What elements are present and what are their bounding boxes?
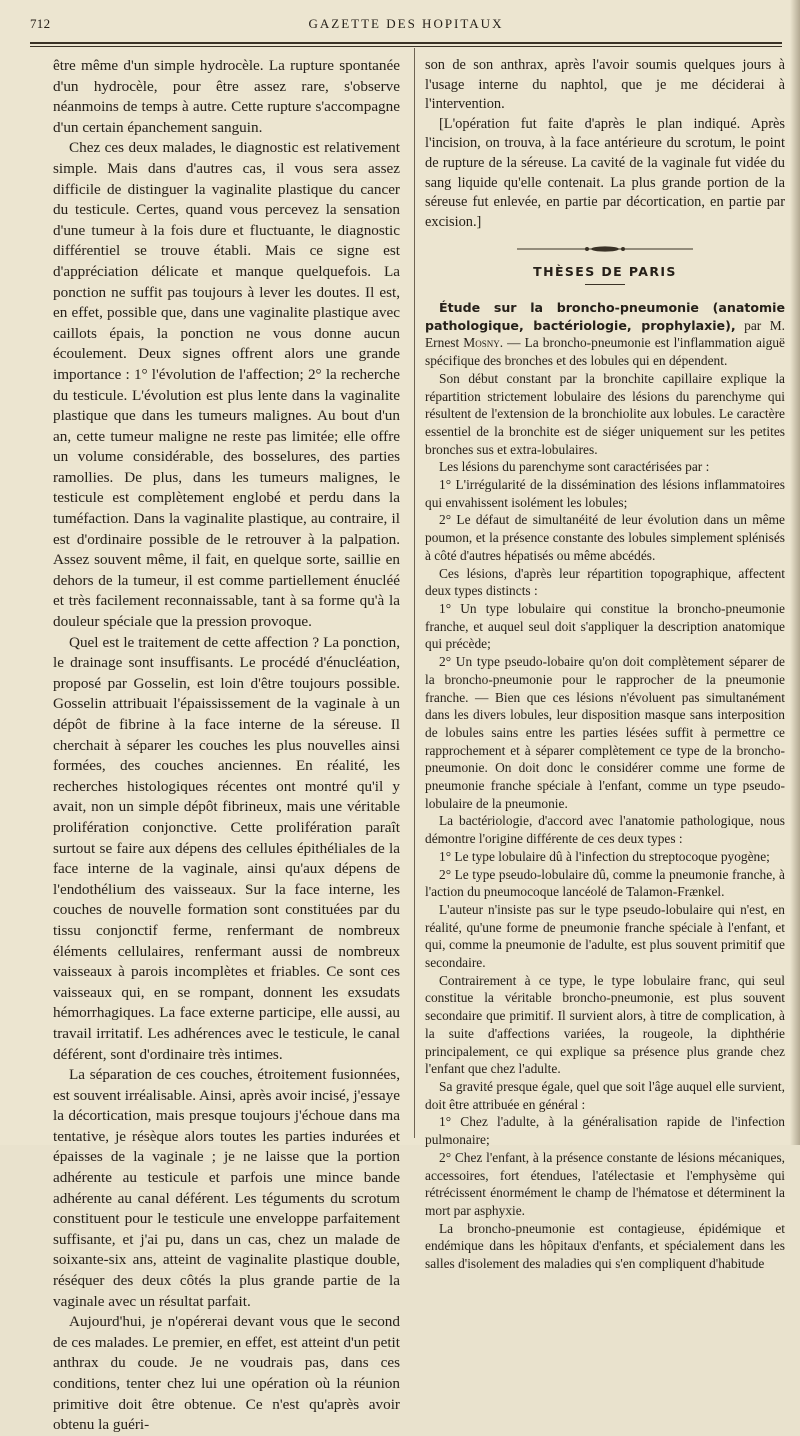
section-title-rule — [585, 284, 625, 285]
thesis-title: Étude sur la broncho-pneumonie (anatomie pathologique, bactériologie, prophylaxie), — [425, 300, 785, 333]
thesis-author-name: Mosny — [463, 335, 500, 351]
thesis-author-prefix: par M. Ernest — [425, 317, 785, 351]
left-paragraph: La séparation de ces couches, étroitement fusionnées, est souvent irréalisable. Ainsi, après avoir incisé, j'essaye la décortication, mais presque toujours j'échoue dans ma tentative, je résèque alors toutes les parties indurées et épaisses de la vaginale ; je ne laisse que la portion adhérente au testicule et parfois une mince bande adhérente au canal déférent. Les téguments du scrotum constituent pour le testicule une enveloppe parfaitement suffisante, et j'ai pu, dans un cas, chez un malade de soixante-six ans, atteint de vaginalite plastique double, réséquer des deux côtés la plus grande partie de la vaginale avec un résultat parfait. — [53, 1066, 400, 1310]
section-ornament — [517, 245, 693, 253]
right-column — [425, 56, 785, 1273]
section-title: THÈSES DE PARIS — [533, 264, 677, 280]
thesis-paragraph: 2° Chez l'enfant, à la présence constante de lésions mécaniques, accessoires, fort étendues, l'atélectasie et l'emphysème qui rétrécissent énormément le champ de l'hématose et déterminent la mort par asphyxie. — [425, 1149, 785, 1218]
thesis-paragraph: L'auteur n'insiste pas sur le type pseudo-lobulaire qui n'est, en réalité, qu'une forme de pneumonie franche spéciale à l'enfant, et qui, comme la pneumonie de l'adulte, est plus souvent primitif que secondaire. — [425, 901, 785, 971]
operation-note: [L'opération fut faite d'après le plan indiqué. Après l'incision, on trouva, à la face antérieure du scrotum, le point de rupture de la séreuse. La cavité de la vaginale fut vidée du sang liquide qu'elle contenait. La plus grande portion de la séreuse fut enlevée, en partie par décortication, en partie par excision.] — [425, 115, 785, 230]
thesis-paragraph: Contrairement à ce type, le type lobulaire franc, qui seul constitue la véritable broncho-pneumonie, est plus souvent secondaire que primitif. Il survient alors, à titre de complication, à la suite d'affections variées, la rougeole, la diphthérie principalement, ce qui explique sa présence plus grande chez l'enfant que chez l'adulte. — [425, 972, 785, 1077]
thesis-entry — [425, 299, 785, 370]
left-paragraph: Quel est le traitement de cette affection ? La ponction, le drainage sont insuffisants. Le procédé d'énucléation, proposé par Gosselin, est loin d'être toujours possible. Gosselin attribuait l'épaississement de la vaginale à un dépôt de fibrine à la face interne de la séreuse. Il cherchait à séparer les couches les plus nouvelles ainsi formées, des couches anciennes. En réalité, les recherches histologiques récentes ont montré qu'il y avait, non un simple dépôt fibrineux, mais une véritable prolifération conjonctive. Cette prolifération paraît surtout se faire aux dépens des cellules épithéliales de la face interne de la vaginale, ainsi qu'aux dépens de l'endothélium des vaisseaux. Sur la face interne, les couches de nouvelle formation sont constituées par du tissu conjonctif ferme, renfermant de nombreux éléments cellulaires, renfermant aussi de nombreux vaisseaux à parois incomplètes et friables. Ce sont ces vaisseaux qui, en se rompant, donnent les exsudats hémorrhagiques. La face externe participe, elle aussi, au travail irritatif. Les adhérences avec le testicule, le canal déférent, sont d'ordinaire très intimes. — [53, 633, 400, 1063]
column-divider — [414, 48, 415, 1138]
thesis-paragraph: 1° Le type lobulaire dû à l'infection du streptocoque pyogène; — [439, 848, 770, 864]
thesis-intro: . — La broncho-pneumonie est l'inflammation aiguë spécifique des bronches et des lobules qui en dépendent. — [425, 335, 785, 369]
thesis-paragraph: 1° L'irrégularité de la dissémination des lésions inflammatoires qui envahissent isolément les lobules; — [425, 477, 785, 510]
thesis-paragraph: 2° Le défaut de simultanéité de leur évolution dans un même poumon, et la présence constante des lobules simplement splénisés à côté d'autres hépatisés ou même abcédés. — [425, 512, 785, 563]
thesis-paragraph: 2° Le type pseudo-lobulaire dû, comme la pneumonie franche, à l'action du pneumocoque lancéolé de Talamon-Frænkel. — [425, 866, 785, 900]
header-rule-thin — [30, 46, 782, 47]
continuation-paragraph: son de son anthrax, après l'avoir soumis quelques jours à l'usage interne du naphtol, que je me déciderai à l'intervention. — [425, 57, 785, 113]
page-edge-shadow — [790, 0, 800, 1145]
thesis-paragraph: Son début constant par la bronchite capillaire explique la répartition strictement lobulaire des lésions du parenchyme qui résultent de l'extension de la bronchiolite aux lobules. Le caractère essentiel de la bronchite est de siéger uniquement sur les petites bronches sus et extra-lobulaires. — [425, 370, 785, 457]
journal-title: GAZETTE DES HOPITAUX — [308, 16, 504, 31]
running-head — [30, 16, 782, 36]
left-paragraph: Chez ces deux malades, le diagnostic est relativement simple. Mais dans d'autres cas, il vous sera assez difficile de distinguer la vaginalite plastique du cancer du testicule. Certes, quand vous percevez la sensation d'une tumeur à la fois dure et fluctuante, le diagnostic différentiel se trouve établi. Mais ce signe est d'appréciation délicate et manque quelquefois. La ponction ne suffit pas toujours à lever les doutes. Il est, en effet, possible que, dans une vaginalite plastique avec caillots épais, la ponction ne vous donne aucun écoulement. Deux signes offrent alors une grande importance : 1° l'évolution de l'affection; 2° la recherche du testicule. L'évolution est plus lente dans la vaginalite plastique que dans les tumeurs malignes. Au bout d'un an, cette tumeur maligne ne reste pas limitée; elle offre un volume considérable, des bosselures, des parties ramollies. De plus, dans les tumeurs malignes, le testicule est complètement englobé et perdu dans la tuméfaction. Dans la vaginalite plastique, au contraire, il est d'ordinaire possible de le retrouver à la palpation. Assez souvent même, il fait, en quelque sorte, saillie en dehors de la tumeur, il est comme partiellement énucléé et très facilement reconnaissable, tant à sa forme qu'à la douleur spéciale que la pression provoque. — [53, 139, 400, 631]
left-paragraph: être même d'un simple hydrocèle. La rupture spontanée d'un hydrocèle, pour être assez rare, s'observe néanmoins de temps à autre. Cette rupture s'accompagne d'un certain épanchement sanguin. — [53, 57, 400, 136]
thesis-paragraph: 1° Un type lobulaire qui constitue la broncho-pneumonie franche, et auquel seul doit s'appliquer la description anatomique qui précède; — [425, 601, 785, 652]
thesis-paragraph: La bactériologie, d'accord avec l'anatomie pathologique, nous démontre l'origine différente de ces deux types : — [425, 813, 785, 847]
page-number: 712 — [30, 16, 51, 31]
left-column — [53, 56, 400, 1436]
thesis-paragraph: Les lésions du parenchyme sont caractérisées par : — [439, 459, 710, 475]
thesis-paragraph: Sa gravité presque égale, quel que soit l'âge auquel elle survient, doit être attribuée en général : — [425, 1078, 785, 1112]
left-paragraph: Aujourd'hui, je n'opérerai devant vous que le second de ces malades. Le premier, en effet, est atteint d'un petit anthrax du coude. Je ne voudrais pas, dans ces conditions, tenter chez lui une opération où la réunion primitive doit être obtenue. Ce n'est qu'après avoir obtenu la guéri- — [53, 1313, 400, 1434]
header-rule-thick — [30, 42, 782, 44]
thesis-paragraph: 2° Un type pseudo-lobaire qu'on doit complètement séparer de la broncho-pneumonie pour le rapprocher de la pneumonie franche. — Bien que ces lésions n'évoluent pas simultanément dans les divers lobules, leur disposition masque sans interposition de lobules sains entre les parties lésées suffit à permettre ce rapprochement et à séparer complètement ce type de la broncho-pneumonie. On doit donc le considérer comme une forme de pneumonie franche spéciale à l'enfant, comme un type pseudo-lobulaire de la pneumonie. — [425, 654, 785, 811]
thesis-paragraph: La broncho-pneumonie est contagieuse, épidémique et endémique dans les hôpitaux d'enfants, et spécialement dans les salles d'isolement des maladies qui s'en compliquent d'habitude — [425, 1220, 785, 1272]
thesis-paragraph: Ces lésions, d'après leur répartition topographique, affectent deux types distincts : — [425, 565, 785, 599]
thesis-paragraph: 1° Chez l'adulte, à la généralisation rapide de l'infection pulmonaire; — [425, 1114, 785, 1148]
